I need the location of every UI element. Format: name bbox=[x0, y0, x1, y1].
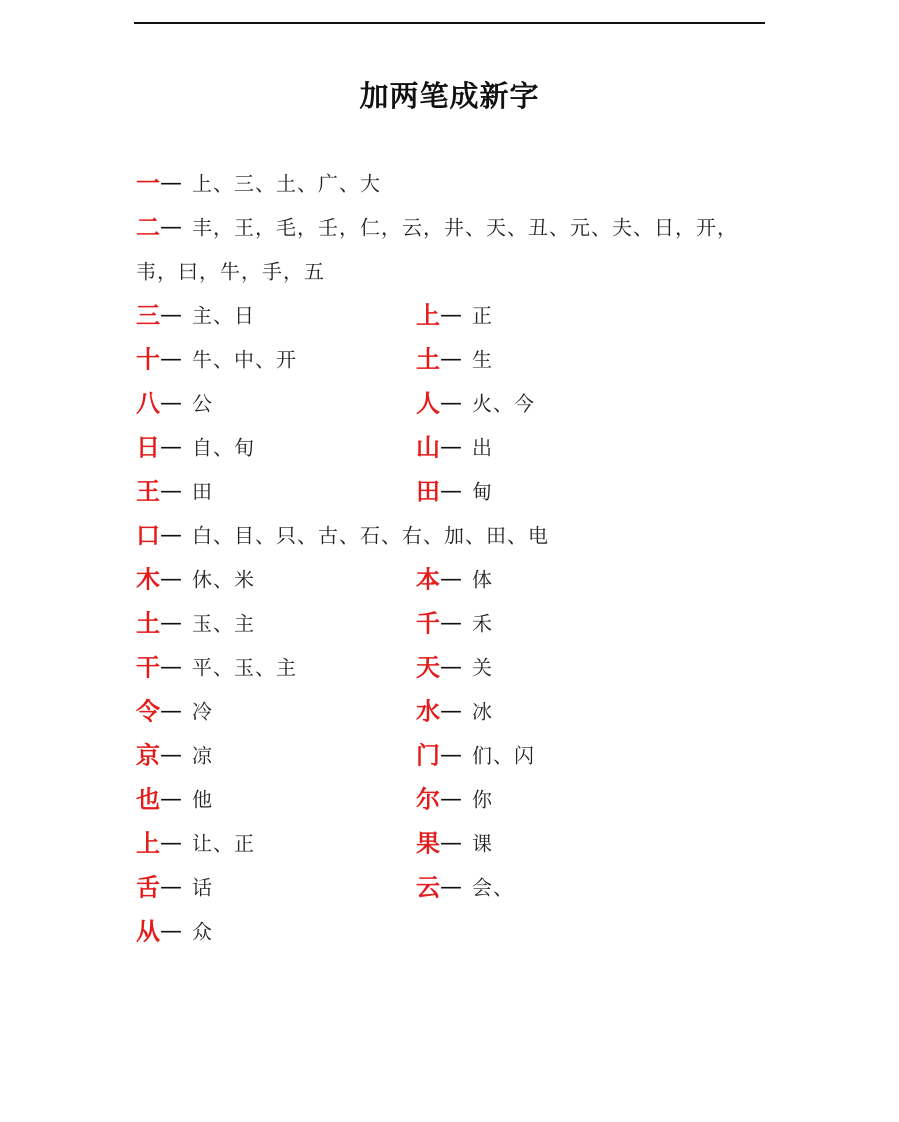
dash: — bbox=[440, 698, 462, 724]
dash: — bbox=[160, 742, 182, 768]
entry-row bbox=[136, 205, 776, 249]
base-character: 山 bbox=[416, 433, 440, 462]
entry-pair-row bbox=[136, 645, 776, 689]
base-character: 果 bbox=[416, 829, 440, 858]
dash: — bbox=[440, 610, 462, 636]
base-character: 天 bbox=[416, 653, 440, 682]
base-character: 二 bbox=[136, 213, 160, 242]
new-characters: 他 bbox=[192, 787, 213, 812]
new-characters: 凉 bbox=[192, 743, 213, 768]
base-character: 干 bbox=[136, 653, 160, 682]
new-characters: 众 bbox=[192, 919, 213, 944]
dash: — bbox=[160, 390, 182, 416]
base-character: 舌 bbox=[136, 873, 160, 902]
new-characters: 你 bbox=[472, 787, 493, 812]
new-characters: 话 bbox=[192, 875, 213, 900]
dash: — bbox=[160, 918, 182, 944]
new-characters: 正 bbox=[472, 303, 493, 328]
entry-pair-row bbox=[136, 469, 776, 513]
dash: — bbox=[440, 434, 462, 460]
new-characters: 冷 bbox=[192, 699, 213, 724]
entry bbox=[136, 205, 738, 250]
entry-right bbox=[416, 821, 493, 866]
entry-row-continuation bbox=[136, 249, 776, 293]
base-character: 十 bbox=[136, 345, 160, 374]
entry-right bbox=[416, 293, 493, 338]
new-characters: 自、旬 bbox=[192, 435, 255, 460]
entry-left bbox=[136, 821, 255, 866]
new-characters: 会、 bbox=[472, 875, 514, 900]
new-characters: 体 bbox=[472, 567, 493, 592]
character-list bbox=[136, 161, 776, 953]
entry-row bbox=[136, 513, 776, 557]
entry-left bbox=[136, 425, 255, 470]
entry-right bbox=[416, 601, 493, 646]
entry-pair-row bbox=[136, 557, 776, 601]
base-character: 一 bbox=[136, 169, 160, 198]
base-character: 本 bbox=[416, 565, 440, 594]
entry-pair-row bbox=[136, 777, 776, 821]
entry-right bbox=[416, 733, 535, 778]
dash: — bbox=[160, 830, 182, 856]
new-characters-continued: 韦，曰，牛，手，五 bbox=[136, 259, 325, 284]
base-character: 人 bbox=[416, 389, 440, 418]
dash: — bbox=[440, 346, 462, 372]
entry-pair-row bbox=[136, 733, 776, 777]
new-characters: 出 bbox=[472, 435, 493, 460]
entry-right bbox=[416, 645, 493, 690]
base-character: 尔 bbox=[416, 785, 440, 814]
new-characters: 丰，王，毛，壬，仁，云，井、天、丑、元、夫、日，开， bbox=[192, 215, 738, 240]
new-characters: 关 bbox=[472, 655, 493, 680]
base-character: 土 bbox=[416, 345, 440, 374]
base-character: 三 bbox=[136, 301, 160, 330]
base-character: 八 bbox=[136, 389, 160, 418]
entry-right bbox=[416, 381, 535, 426]
entry-right bbox=[416, 865, 514, 910]
base-character: 门 bbox=[416, 741, 440, 770]
entry-left bbox=[136, 601, 255, 646]
new-characters: 牛、中、开 bbox=[192, 347, 297, 372]
base-character: 千 bbox=[416, 609, 440, 638]
entry-pair-row bbox=[136, 821, 776, 865]
entry-right bbox=[416, 469, 493, 514]
dash: — bbox=[440, 478, 462, 504]
entry-pair-row bbox=[136, 865, 776, 909]
top-rule bbox=[134, 22, 765, 24]
entry-right bbox=[416, 557, 493, 602]
new-characters: 平、玉、主 bbox=[192, 655, 297, 680]
entry-left bbox=[136, 469, 213, 514]
entry-pair-row bbox=[136, 337, 776, 381]
new-characters: 冰 bbox=[472, 699, 493, 724]
entry-pair-row bbox=[136, 293, 776, 337]
dash: — bbox=[160, 698, 182, 724]
entry bbox=[136, 161, 381, 206]
entry-pair-row bbox=[136, 689, 776, 733]
dash: — bbox=[160, 522, 182, 548]
dash: — bbox=[440, 302, 462, 328]
base-character: 也 bbox=[136, 785, 160, 814]
entry-left bbox=[136, 645, 297, 690]
base-character: 云 bbox=[416, 873, 440, 902]
entry-left bbox=[136, 557, 255, 602]
new-characters: 甸 bbox=[472, 479, 493, 504]
new-characters: 田 bbox=[192, 479, 213, 504]
entry-right bbox=[416, 425, 493, 470]
entry-pair-row bbox=[136, 425, 776, 469]
entry-pair-row bbox=[136, 601, 776, 645]
entry-pair-row bbox=[136, 381, 776, 425]
base-character: 上 bbox=[416, 301, 440, 330]
new-characters: 们、闪 bbox=[472, 743, 535, 768]
new-characters: 公 bbox=[192, 391, 213, 416]
new-characters: 禾 bbox=[472, 611, 493, 636]
base-character: 京 bbox=[136, 741, 160, 770]
entry-left bbox=[136, 381, 213, 426]
new-characters: 让、正 bbox=[192, 831, 255, 856]
entry-row bbox=[136, 909, 776, 953]
dash: — bbox=[160, 302, 182, 328]
new-characters: 上、三、土、广、大 bbox=[192, 171, 381, 196]
entry-left bbox=[136, 337, 297, 382]
base-character: 土 bbox=[136, 609, 160, 638]
dash: — bbox=[160, 434, 182, 460]
entry-left bbox=[136, 733, 213, 778]
base-character: 田 bbox=[416, 477, 440, 506]
dash: — bbox=[160, 346, 182, 372]
dash: — bbox=[160, 214, 182, 240]
dash: — bbox=[160, 654, 182, 680]
base-character: 从 bbox=[136, 917, 160, 946]
new-characters: 火、今 bbox=[472, 391, 535, 416]
entry bbox=[136, 909, 213, 954]
dash: — bbox=[440, 742, 462, 768]
dash: — bbox=[440, 830, 462, 856]
new-characters: 课 bbox=[472, 831, 493, 856]
dash: — bbox=[160, 874, 182, 900]
dash: — bbox=[160, 566, 182, 592]
entry-row bbox=[136, 161, 776, 205]
entry-right bbox=[416, 337, 493, 382]
base-character: 令 bbox=[136, 697, 160, 726]
dash: — bbox=[440, 874, 462, 900]
dash: — bbox=[160, 786, 182, 812]
dash: — bbox=[440, 390, 462, 416]
entry-left bbox=[136, 777, 213, 822]
base-character: 日 bbox=[136, 433, 160, 462]
new-characters: 主、日 bbox=[192, 303, 255, 328]
dash: — bbox=[160, 170, 182, 196]
entry-left bbox=[136, 865, 213, 910]
new-characters: 生 bbox=[472, 347, 493, 372]
dash: — bbox=[440, 654, 462, 680]
base-character: 水 bbox=[416, 697, 440, 726]
new-characters: 休、米 bbox=[192, 567, 255, 592]
new-characters: 白、目、只、古、石、右、加、田、电 bbox=[192, 523, 549, 548]
base-character: 王 bbox=[136, 477, 160, 506]
entry-right bbox=[416, 689, 493, 734]
dash: — bbox=[440, 566, 462, 592]
base-character: 口 bbox=[136, 521, 160, 550]
new-characters: 玉、主 bbox=[192, 611, 255, 636]
entry bbox=[136, 513, 549, 558]
dash: — bbox=[160, 478, 182, 504]
entry-left bbox=[136, 293, 255, 338]
entry-left bbox=[136, 689, 213, 734]
page-title: 加两笔成新字 bbox=[359, 79, 540, 113]
entry-right bbox=[416, 777, 493, 822]
base-character: 上 bbox=[136, 829, 160, 858]
dash: — bbox=[160, 610, 182, 636]
dash: — bbox=[440, 786, 462, 812]
base-character: 木 bbox=[136, 565, 160, 594]
